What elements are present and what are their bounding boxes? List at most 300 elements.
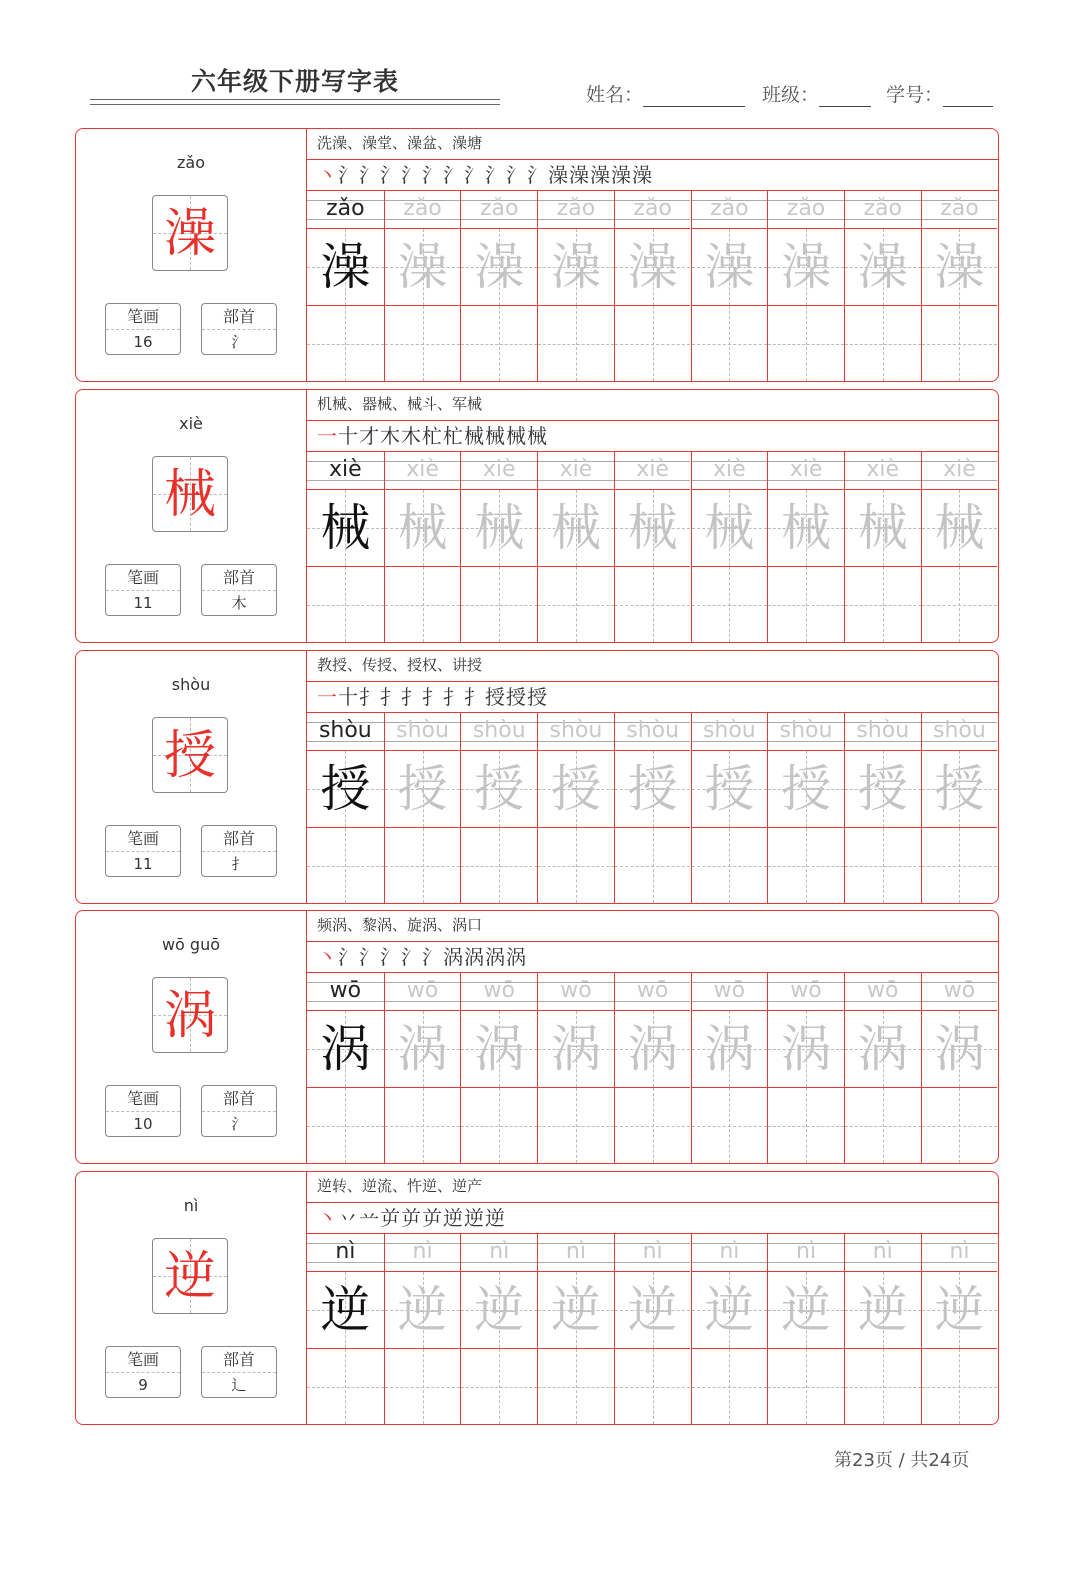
stroke-count-label: 笔画: [106, 1347, 180, 1373]
stroke-step: 丶: [317, 1206, 338, 1230]
stroke-count-box: [105, 564, 181, 616]
stroke-step: 械: [485, 424, 506, 448]
character-pinyin: nì: [183, 1196, 199, 1215]
grid-character: 授: [550, 760, 601, 818]
grid-column: [844, 713, 921, 903]
grid-column: [691, 973, 768, 1163]
stroke-count-box: [105, 1346, 181, 1398]
pinyin-cell: wō: [461, 973, 537, 1011]
pinyin-cell: wō: [845, 973, 921, 1011]
stroke-step: 扌: [464, 685, 485, 709]
practice-cell[interactable]: [461, 1088, 537, 1163]
pinyin-cell: xiè: [385, 452, 461, 490]
pinyin-cell: shòu: [307, 713, 384, 751]
grid-character: 涡: [704, 1020, 755, 1078]
name-label: 姓名：: [586, 84, 644, 106]
character-info: [76, 651, 307, 903]
radical-box: [201, 1346, 277, 1398]
radical-value: 氵: [231, 1115, 247, 1133]
trace-character-cell: [922, 1272, 998, 1349]
radical-label: 部首: [202, 565, 276, 591]
grid-column: [460, 1234, 537, 1424]
practice-area: [307, 390, 998, 642]
grid-column: [537, 1234, 614, 1424]
practice-cell[interactable]: [768, 306, 844, 381]
trace-character-cell: [538, 751, 614, 828]
grid-character: 涡: [857, 1020, 908, 1078]
practice-cell[interactable]: [538, 306, 614, 381]
practice-cell[interactable]: [922, 567, 998, 642]
pinyin-cell: zǎo: [307, 191, 384, 229]
stroke-step: 械: [527, 424, 548, 448]
trace-character-cell: [845, 1011, 921, 1088]
trace-character-cell: [615, 1272, 691, 1349]
trace-character-cell: [615, 490, 691, 567]
grid-column: [691, 452, 768, 642]
trace-character-cell: [385, 1272, 461, 1349]
grid-character: 械: [781, 499, 832, 557]
stroke-step: 授: [485, 685, 506, 709]
practice-cell[interactable]: [385, 567, 461, 642]
grid-column: [921, 713, 998, 903]
practice-cell[interactable]: [307, 828, 384, 903]
practice-area: [307, 1172, 998, 1424]
grid-column: [921, 452, 998, 642]
stroke-step: 屰: [380, 1206, 401, 1230]
trace-character-cell: [615, 1011, 691, 1088]
grid-column: [614, 452, 691, 642]
character-pinyin: wō guō: [161, 935, 221, 954]
model-character-cell: [307, 1011, 384, 1088]
class-field: [762, 80, 871, 107]
practice-cell[interactable]: [538, 1088, 614, 1163]
trace-character-cell: [922, 490, 998, 567]
trace-character-cell: [615, 751, 691, 828]
stroke-count-label: 笔画: [106, 304, 180, 330]
grid-column: [460, 191, 537, 381]
grid-character: 授: [704, 760, 755, 818]
trace-character-cell: [768, 490, 844, 567]
tracing-grid: [307, 191, 998, 381]
practice-cell[interactable]: [385, 1088, 461, 1163]
stroke-step: 逆: [485, 1206, 506, 1230]
grid-column: [384, 452, 461, 642]
radical-label: 部首: [202, 1347, 276, 1373]
stroke-step: 氵: [401, 945, 422, 969]
practice-area: [307, 129, 998, 381]
trace-character-cell: [385, 751, 461, 828]
stroke-step: 涡: [485, 945, 506, 969]
grid-column: [537, 973, 614, 1163]
pinyin-cell: wō: [538, 973, 614, 1011]
grid-column: [921, 973, 998, 1163]
grid-column: [307, 973, 384, 1163]
trace-character-cell: [768, 1272, 844, 1349]
grid-column: [767, 1234, 844, 1424]
practice-cell[interactable]: [922, 1088, 998, 1163]
trace-character-cell: [692, 490, 768, 567]
stroke-step: 一: [317, 685, 338, 709]
grid-character: 澡: [550, 238, 601, 296]
stroke-step: 丶: [317, 945, 338, 969]
radical-value: 木: [231, 594, 247, 612]
character-info: [76, 129, 307, 381]
stroke-count-box: [105, 303, 181, 355]
trace-character-cell: [461, 751, 537, 828]
trace-character-cell: [538, 1272, 614, 1349]
name-blank[interactable]: [643, 84, 745, 107]
practice-cell[interactable]: [307, 306, 384, 381]
stroke-step: 丷: [338, 1206, 359, 1230]
stroke-order: [307, 421, 998, 452]
character-card: [75, 650, 999, 904]
stroke-count-value: 11: [133, 594, 153, 612]
pinyin-cell: shòu: [845, 713, 921, 751]
grid-character: 授: [781, 760, 832, 818]
main-character: 涡: [163, 986, 216, 1046]
pinyin-cell: nì: [538, 1234, 614, 1272]
grid-character: 澡: [320, 238, 371, 296]
practice-cell[interactable]: [845, 1349, 921, 1424]
stroke-step: 澡: [632, 163, 653, 187]
grid-column: [844, 973, 921, 1163]
trace-character-cell: [461, 229, 537, 306]
grid-column: [691, 191, 768, 381]
grid-column: [460, 713, 537, 903]
grid-column: [614, 713, 691, 903]
practice-cell[interactable]: [845, 567, 921, 642]
pinyin-cell: wō: [692, 973, 768, 1011]
radical-label: 部首: [202, 1086, 276, 1112]
grid-character: 械: [627, 499, 678, 557]
radical-value: 辶: [231, 1376, 247, 1394]
grid-character: 械: [704, 499, 755, 557]
practice-cell[interactable]: [922, 828, 998, 903]
pinyin-cell: wō: [922, 973, 998, 1011]
trace-character-cell: [845, 490, 921, 567]
practice-cell[interactable]: [845, 828, 921, 903]
model-character-cell: [307, 1272, 384, 1349]
grid-character: 涡: [550, 1020, 601, 1078]
practice-cell[interactable]: [538, 1349, 614, 1424]
stroke-step: 扌: [443, 685, 464, 709]
main-character: 械: [163, 465, 216, 525]
example-words: 机械、器械、械斗、军械: [307, 390, 998, 421]
pinyin-cell: zǎo: [768, 191, 844, 229]
pinyin-cell: xiè: [615, 452, 691, 490]
practice-cell[interactable]: [692, 1349, 768, 1424]
stroke-step: 屰: [422, 1206, 443, 1230]
grid-character: 澡: [857, 238, 908, 296]
grid-column: [384, 1234, 461, 1424]
radical-label: 部首: [202, 304, 276, 330]
number-blank[interactable]: [943, 84, 993, 107]
stroke-order: [307, 942, 998, 973]
trace-character-cell: [692, 229, 768, 306]
stroke-count-label: 笔画: [106, 565, 180, 591]
stroke-step: 澡: [611, 163, 632, 187]
practice-cell[interactable]: [307, 1349, 384, 1424]
practice-cell[interactable]: [768, 1349, 844, 1424]
grid-column: [844, 452, 921, 642]
character-pinyin: xiè: [179, 414, 203, 433]
pinyin-cell: nì: [307, 1234, 384, 1272]
practice-cell[interactable]: [615, 1088, 691, 1163]
grid-character: 逆: [320, 1281, 371, 1339]
grid-column: [921, 1234, 998, 1424]
practice-cell[interactable]: [307, 567, 384, 642]
practice-cell[interactable]: [845, 1088, 921, 1163]
grid-character: 逆: [550, 1281, 601, 1339]
grid-character: 授: [934, 760, 985, 818]
grid-character: 涡: [320, 1020, 371, 1078]
number-field: [886, 80, 993, 107]
pinyin-cell: nì: [615, 1234, 691, 1272]
stroke-step: 丶: [317, 163, 338, 187]
practice-area: [307, 911, 998, 1163]
grid-column: [614, 1234, 691, 1424]
grid-column: [537, 452, 614, 642]
title-underline: [90, 99, 500, 100]
grid-character: 逆: [704, 1281, 755, 1339]
pinyin-cell: wō: [385, 973, 461, 1011]
practice-cell[interactable]: [461, 306, 537, 381]
trace-character-cell: [768, 751, 844, 828]
trace-character-cell: [692, 1011, 768, 1088]
page-title: 六年级下册写字表: [190, 67, 399, 96]
stroke-step: 扌: [359, 685, 380, 709]
pinyin-cell: zǎo: [461, 191, 537, 229]
stroke-step: 氵: [338, 945, 359, 969]
trace-character-cell: [538, 1011, 614, 1088]
grid-character: 澡: [704, 238, 755, 296]
pinyin-cell: zǎo: [692, 191, 768, 229]
character-info: [76, 1172, 307, 1424]
stroke-step: 逆: [464, 1206, 485, 1230]
grid-column: [537, 713, 614, 903]
stroke-step: 十: [338, 424, 359, 448]
practice-cell[interactable]: [692, 567, 768, 642]
pinyin-cell: xiè: [461, 452, 537, 490]
practice-cell[interactable]: [615, 567, 691, 642]
trace-character-cell: [845, 751, 921, 828]
stroke-step: 逆: [443, 1206, 464, 1230]
practice-cell[interactable]: [768, 828, 844, 903]
page-number: 第23页 / 共24页: [834, 1450, 970, 1471]
grid-character: 逆: [857, 1281, 908, 1339]
grid-column: [691, 1234, 768, 1424]
stroke-step: 木: [380, 424, 401, 448]
stroke-order: [307, 1203, 998, 1234]
trace-character-cell: [385, 229, 461, 306]
practice-cell[interactable]: [768, 567, 844, 642]
grid-character: 逆: [474, 1281, 525, 1339]
pinyin-cell: shòu: [385, 713, 461, 751]
practice-cell[interactable]: [615, 828, 691, 903]
trace-character-cell: [922, 751, 998, 828]
character-pinyin: zǎo: [177, 153, 205, 172]
practice-cell[interactable]: [692, 828, 768, 903]
practice-cell[interactable]: [922, 1349, 998, 1424]
radical-box: [201, 303, 277, 355]
stroke-order: [307, 682, 998, 713]
example-words: 洗澡、澡堂、澡盆、澡塘: [307, 129, 998, 160]
character-box: [152, 456, 228, 532]
grid-character: 授: [397, 760, 448, 818]
practice-cell[interactable]: [692, 1088, 768, 1163]
stroke-order: [307, 160, 998, 191]
trace-character-cell: [615, 229, 691, 306]
practice-cell[interactable]: [385, 828, 461, 903]
main-character: 授: [163, 726, 216, 786]
stroke-step: 氵: [527, 163, 548, 187]
stroke-step: 涡: [464, 945, 485, 969]
stroke-count-value: 11: [133, 855, 153, 873]
practice-cell[interactable]: [538, 567, 614, 642]
stroke-step: 氵: [380, 945, 401, 969]
stroke-step: 氵: [485, 163, 506, 187]
radical-box: [201, 825, 277, 877]
stroke-count-value: 16: [133, 333, 153, 351]
example-words: 教授、传授、授权、讲授: [307, 651, 998, 682]
example-words: 逆转、逆流、忤逆、逆产: [307, 1172, 998, 1203]
stroke-step: 氵: [464, 163, 485, 187]
pinyin-cell: shòu: [538, 713, 614, 751]
character-card: [75, 389, 999, 643]
practice-cell[interactable]: [768, 1088, 844, 1163]
practice-cell[interactable]: [461, 828, 537, 903]
stroke-step: 氵: [401, 163, 422, 187]
grid-character: 逆: [934, 1281, 985, 1339]
pinyin-cell: xiè: [692, 452, 768, 490]
pinyin-cell: nì: [768, 1234, 844, 1272]
pinyin-cell: wō: [615, 973, 691, 1011]
grid-character: 涡: [397, 1020, 448, 1078]
grid-character: 澡: [397, 238, 448, 296]
worksheet-header: [0, 0, 1080, 120]
radical-value: 扌: [231, 855, 247, 873]
grid-character: 涡: [781, 1020, 832, 1078]
practice-cell[interactable]: [615, 1349, 691, 1424]
stroke-step: 氵: [422, 163, 443, 187]
grid-character: 逆: [627, 1281, 678, 1339]
tracing-grid: [307, 713, 998, 903]
example-words: 频涡、黎涡、旋涡、涡口: [307, 911, 998, 942]
grid-character: 授: [857, 760, 908, 818]
pinyin-cell: xiè: [307, 452, 384, 490]
trace-character-cell: [385, 1011, 461, 1088]
pinyin-cell: xiè: [538, 452, 614, 490]
stroke-step: 木: [401, 424, 422, 448]
grid-column: [307, 191, 384, 381]
stroke-step: 授: [506, 685, 527, 709]
stroke-step: 涡: [443, 945, 464, 969]
stroke-step: 氵: [359, 163, 380, 187]
pinyin-cell: shòu: [692, 713, 768, 751]
pinyin-cell: shòu: [768, 713, 844, 751]
number-label: 学号：: [886, 84, 944, 106]
grid-character: 涡: [474, 1020, 525, 1078]
trace-character-cell: [922, 229, 998, 306]
pinyin-cell: shòu: [615, 713, 691, 751]
practice-cell[interactable]: [922, 306, 998, 381]
grid-column: [307, 1234, 384, 1424]
grid-column: [307, 713, 384, 903]
stroke-step: 一: [317, 424, 338, 448]
trace-character-cell: [538, 229, 614, 306]
stroke-step: 杧: [443, 424, 464, 448]
practice-cell[interactable]: [538, 828, 614, 903]
grid-column: [767, 452, 844, 642]
grid-character: 逆: [397, 1281, 448, 1339]
grid-column: [460, 452, 537, 642]
grid-character: 涡: [627, 1020, 678, 1078]
practice-cell[interactable]: [385, 1349, 461, 1424]
practice-cell[interactable]: [307, 1088, 384, 1163]
character-info: [76, 911, 307, 1163]
pinyin-cell: xiè: [768, 452, 844, 490]
radical-label: 部首: [202, 826, 276, 852]
tracing-grid: [307, 973, 998, 1163]
pinyin-cell: xiè: [922, 452, 998, 490]
pinyin-cell: shòu: [922, 713, 998, 751]
practice-cell[interactable]: [692, 306, 768, 381]
grid-column: [384, 973, 461, 1163]
character-info: [76, 390, 307, 642]
stroke-step: 杧: [422, 424, 443, 448]
practice-cell[interactable]: [845, 306, 921, 381]
stroke-step: 扌: [422, 685, 443, 709]
grid-character: 械: [320, 499, 371, 557]
practice-cell[interactable]: [385, 306, 461, 381]
pinyin-cell: wō: [768, 973, 844, 1011]
stroke-count-label: 笔画: [106, 826, 180, 852]
trace-character-cell: [538, 490, 614, 567]
character-card: [75, 128, 999, 382]
grid-character: 械: [550, 499, 601, 557]
trace-character-cell: [461, 1011, 537, 1088]
class-blank[interactable]: [819, 84, 871, 107]
practice-cell[interactable]: [461, 567, 537, 642]
stroke-count-box: [105, 825, 181, 877]
pinyin-cell: shòu: [461, 713, 537, 751]
radical-value: 氵: [231, 333, 247, 351]
character-box: [152, 1238, 228, 1314]
model-character-cell: [307, 490, 384, 567]
practice-cell[interactable]: [461, 1349, 537, 1424]
grid-column: [614, 973, 691, 1163]
grid-column: [384, 713, 461, 903]
pinyin-cell: nì: [922, 1234, 998, 1272]
grid-column: [767, 191, 844, 381]
class-label: 班级：: [762, 84, 820, 106]
grid-column: [767, 713, 844, 903]
character-box: [152, 977, 228, 1053]
stroke-step: 氵: [380, 163, 401, 187]
practice-cell[interactable]: [615, 306, 691, 381]
character-box: [152, 717, 228, 793]
name-field: [586, 80, 745, 107]
main-character: 澡: [163, 204, 216, 264]
grid-character: 澡: [781, 238, 832, 296]
pinyin-cell: wō: [307, 973, 384, 1011]
grid-character: 逆: [781, 1281, 832, 1339]
practice-area: [307, 651, 998, 903]
grid-character: 授: [474, 760, 525, 818]
pinyin-cell: nì: [385, 1234, 461, 1272]
stroke-count-box: [105, 1085, 181, 1137]
pinyin-cell: xiè: [845, 452, 921, 490]
